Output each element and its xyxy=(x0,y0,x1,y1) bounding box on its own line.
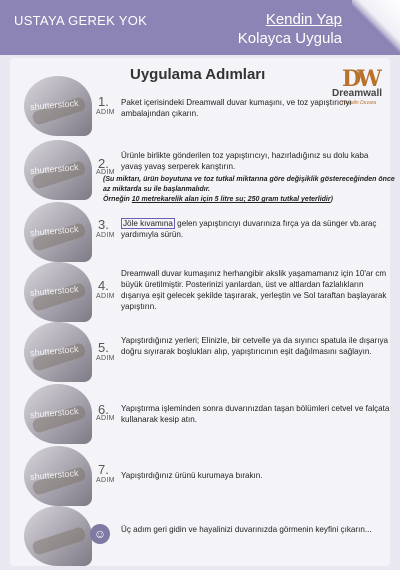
step-2-note xyxy=(103,175,395,205)
step-4-photo xyxy=(24,262,92,322)
photo-watermark: shutterstock xyxy=(29,97,79,113)
note-suffix: ) xyxy=(330,196,333,203)
final-text: Üç adım geri gidin ve hayalinizi duvarınızda görmenin keyfini çıkarın... xyxy=(121,525,372,534)
header-banner xyxy=(0,0,400,55)
page-curl-decoration xyxy=(352,0,400,55)
step-3-text xyxy=(121,218,391,240)
page-title: Uygulama Adımları xyxy=(130,66,266,83)
photo-watermark: shutterstock xyxy=(29,283,79,299)
step-6-text: Yapıştırma işleminden sonra duvarınızdan taşan bölümleri cetvel ve falçata kullanarak kesip atın. xyxy=(121,404,390,424)
step-2-number: 2. xyxy=(98,156,109,171)
step-1-number: 1. xyxy=(98,94,109,109)
step-2-text: Ürünle birlikte gönderilen toz yapıştırıcıyı, hazırladığınız su dolu kaba yavaş yavaş serperek karıştırın. xyxy=(121,151,369,171)
step-7-number: 7. xyxy=(98,462,109,477)
photo-watermark: shutterstock xyxy=(29,343,79,359)
step-7-photo xyxy=(24,446,92,506)
step-6-photo xyxy=(24,384,92,444)
step-4-adim: ADIM xyxy=(96,293,115,300)
step-1-adim: ADIM xyxy=(96,109,115,116)
logo-tagline: Hayalin Duvara xyxy=(342,100,377,106)
photo-watermark: shutterstock xyxy=(29,223,79,239)
logo-mark-icon: DW xyxy=(342,66,378,92)
step-7-adim: ADIM xyxy=(96,477,115,484)
photo-detail xyxy=(31,526,87,556)
step-1-photo xyxy=(24,76,92,136)
step-3-adim: ADIM xyxy=(96,232,115,239)
header-right-line1: Kendin Yap xyxy=(265,11,342,28)
smile-icon: ☺ xyxy=(90,524,110,544)
header-right-line2: Kolayca Uygula xyxy=(237,30,342,47)
photo-watermark: shutterstock xyxy=(29,467,79,483)
step-5-number: 5. xyxy=(98,340,109,355)
logo-word: Dreamwall xyxy=(332,88,383,99)
step-3-number: 3. xyxy=(98,217,109,232)
step-4-text: Dreamwall duvar kumaşınız herhangibir akslik yaşamamanız için 10'ar cm büyük üretilmiştir. Posterinizi yanlardan, üst ve altlardan fazlalıkların dışarıya eşit gelecek şekilde taşırarak, yerleştin ve Sol taraftan başlayarak yapıştırın. xyxy=(121,269,387,311)
final-photo xyxy=(24,506,92,566)
step-2-adim: ADIM xyxy=(96,169,115,176)
photo-watermark: shutterstock xyxy=(29,161,79,177)
step-6-adim: ADIM xyxy=(96,415,115,422)
header-left-text: USTAYA GEREK YOK xyxy=(14,13,148,28)
step-1-text: Paket içerisindeki Dreamwall duvar kumaşını, ve toz yapıştırıcıyı ambalajından çıkarın. xyxy=(121,98,352,118)
step-3-text-rest: gelen yapıştırıcıyı duvarınıza fırça ya da sünger vb.araç yardımıyla sürün. xyxy=(121,219,377,239)
step-2-note-line1: (Su miktarı, ürün boyutuna ve toz tutkal miktarına göre değişiklik göstereceğinden önce az miktarda su ile başlanmalıdır. xyxy=(103,176,395,193)
step-3-photo xyxy=(24,202,92,262)
step-2-note-line2 xyxy=(103,195,395,205)
step-7-text: Yapıştırdığınız ürünü kurumaya bırakın. xyxy=(121,471,263,480)
header-right-text xyxy=(238,10,342,48)
photo-watermark: shutterstock xyxy=(29,405,79,421)
step-3-highlight: Jöle kıvamına xyxy=(123,219,173,228)
step-5-photo xyxy=(24,322,92,382)
step-4-number: 4. xyxy=(98,278,109,293)
step-5-adim: ADIM xyxy=(96,355,115,362)
note-prefix: Örneğin xyxy=(103,196,132,203)
step-2-photo xyxy=(24,140,92,200)
step-5-text: Yapıştırdığınız yerleri; Elinizle, bir cetvelle ya da sıyırıcı spatula ile dışarıya doğru sıyırarak boşlukları alıp, yapıştırıcının eşit dağılmasını sağlayın. xyxy=(121,336,389,356)
step-6-number: 6. xyxy=(98,402,109,417)
note-underlined: 10 metrekarelik alan için 5 litre su; 250 gram tutkal yeterlidir xyxy=(131,196,331,203)
